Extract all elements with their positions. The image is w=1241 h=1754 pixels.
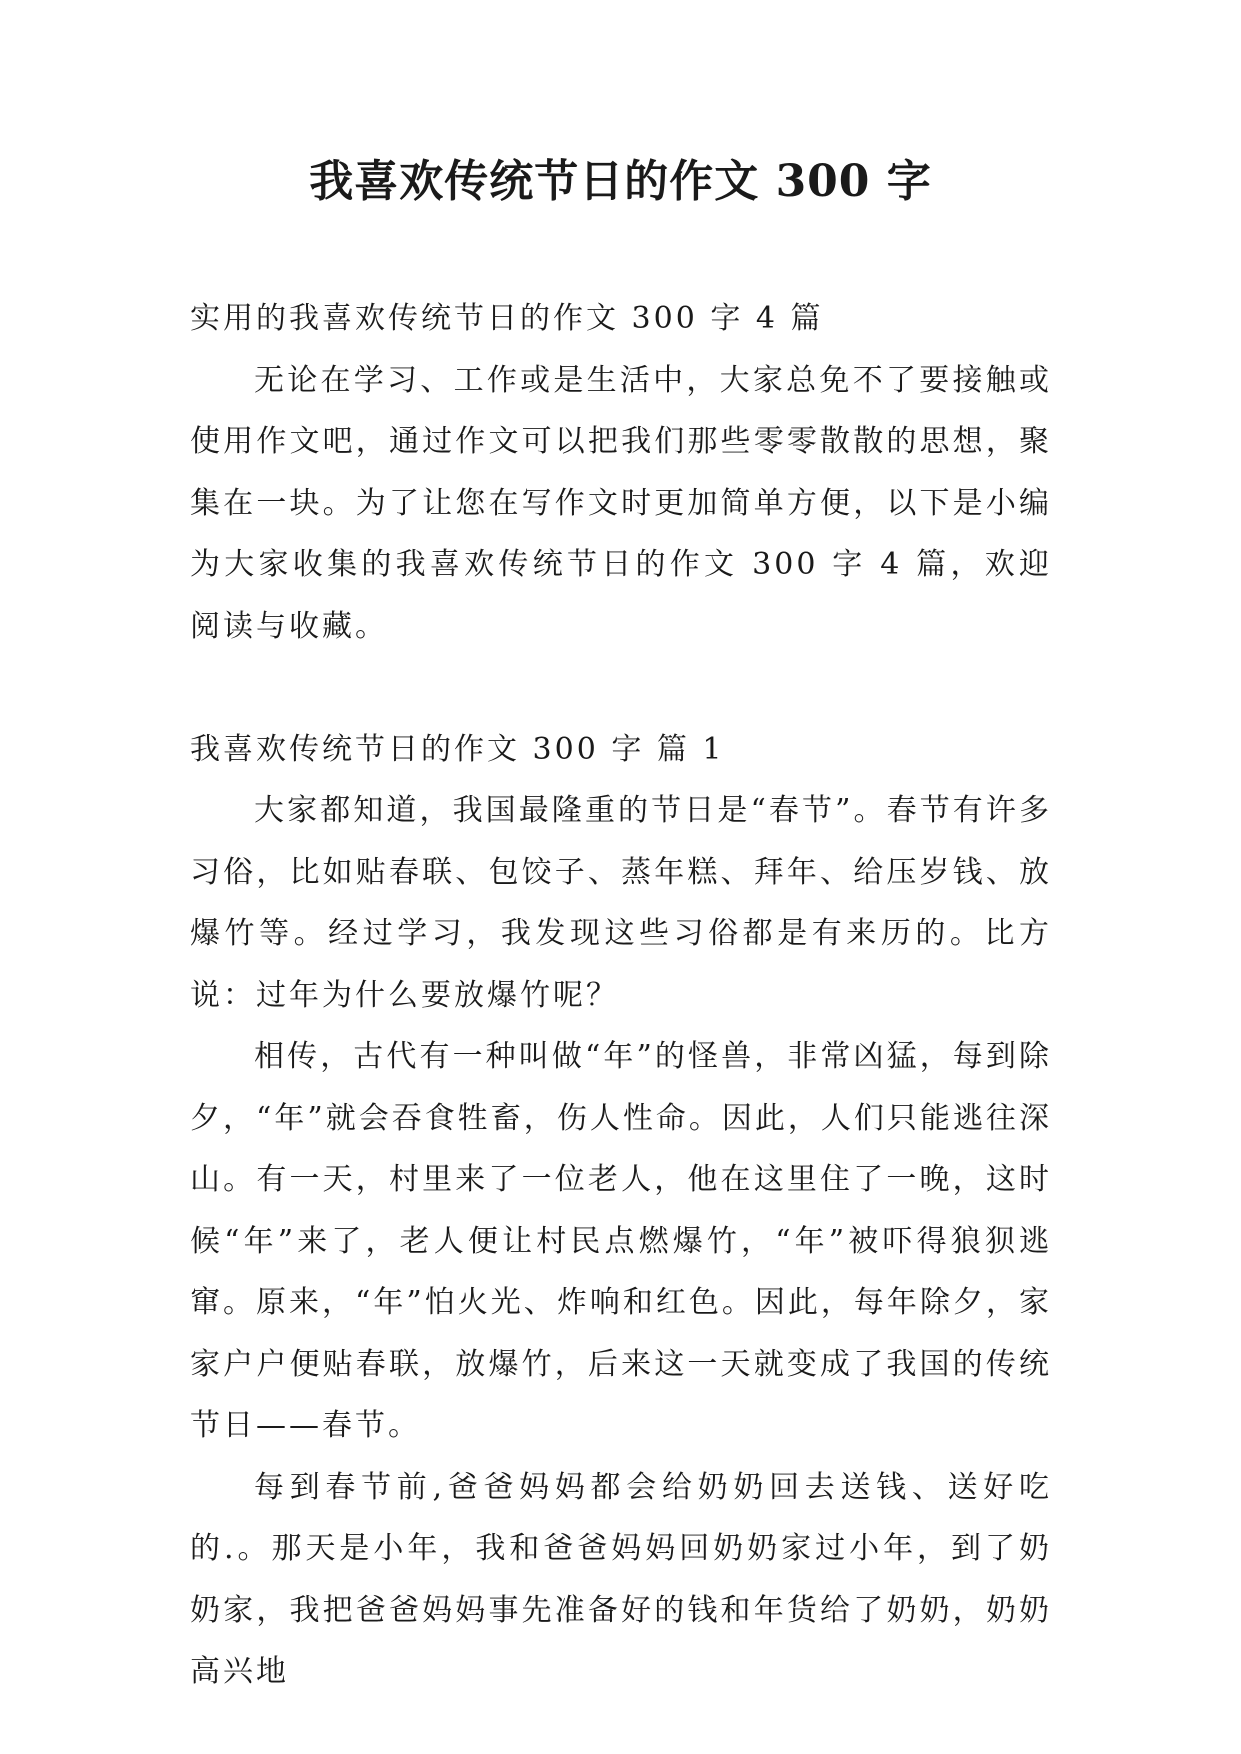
document-subtitle: 实用的我喜欢传统节日的作文 300 字 4 篇 bbox=[190, 301, 824, 336]
intro-paragraph: 无论在学习、工作或是生活中，大家总免不了要接触或使用作文吧，通过作文可以把我们那些零零散散的思想，聚集在一块。为了让您在写作文时更加简单方便，以下是小编为大家收集的我喜欢传统节日的作文 300 字 4 篇，欢迎阅读与收藏。 bbox=[190, 362, 1052, 644]
document-body bbox=[190, 288, 1052, 1703]
body-paragraph: 每到春节前,爸爸妈妈都会给奶奶回去送钱、送好吃的.。那天是小年，我和爸爸妈妈回奶奶家过小年，到了奶奶家，我把爸爸妈妈事先准备好的钱和年货给了奶奶，奶奶高兴地 bbox=[190, 1469, 1052, 1689]
document-title: 我喜欢传统节日的作文 300 字 bbox=[309, 156, 932, 207]
section-heading: 我喜欢传统节日的作文 300 字 篇 1 bbox=[190, 731, 725, 767]
body-paragraph: 相传，古代有一种叫做“年”的怪兽，非常凶猛，每到除夕，“年”就会吞食牲畜，伤人性命。因此，人们只能逃往深山。有一天，村里来了一位老人，他在这里住了一晚，这时候“年”来了，老人便让村民点燃爆竹，“年”被吓得狼狈逃窜。原来，“年”怕火光、炸响和红色。因此，每年除夕，家家户户便贴春联，放爆竹，后来这一天就变成了我国的传统节日——春节。 bbox=[190, 1039, 1052, 1443]
body-paragraph: 大家都知道，我国最隆重的节日是“春节”。春节有许多习俗，比如贴春联、包饺子、蒸年糕、拜年、给压岁钱、放爆竹等。经过学习，我发现这些习俗都是有来历的。比方说：过年为什么要放爆竹呢？ bbox=[190, 793, 1052, 1013]
